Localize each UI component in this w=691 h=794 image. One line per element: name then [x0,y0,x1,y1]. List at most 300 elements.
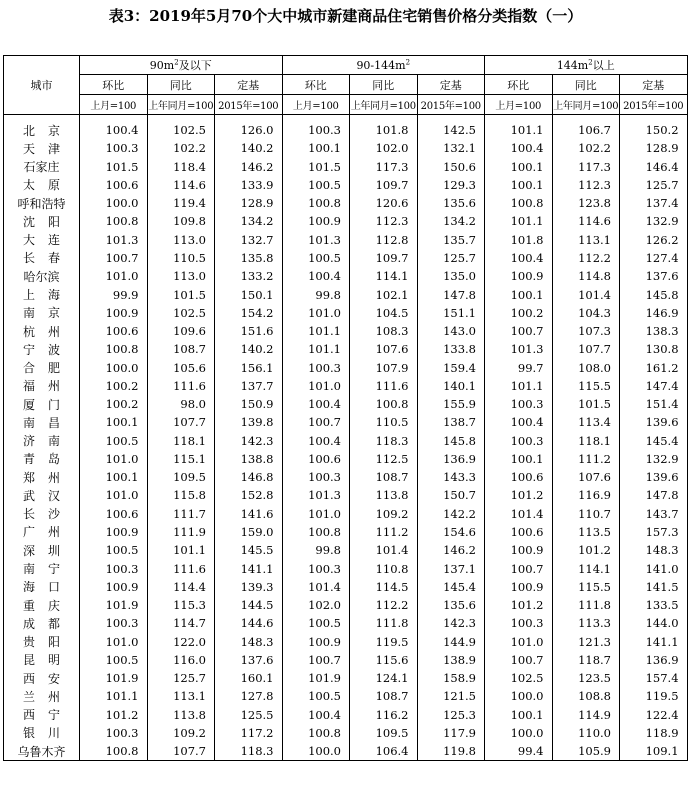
index-value: 144.0 [620,614,688,632]
index-value: 107.6 [552,468,620,486]
base-header: 上年同月=100 [350,95,418,115]
city-label: 大连 [22,233,73,248]
index-value: 114.8 [552,267,620,285]
index-value: 140.2 [215,340,283,358]
index-value: 102.1 [350,285,418,303]
table-row [4,651,688,669]
index-value: 139.8 [215,413,283,431]
city-label: 石家庄 [23,160,60,175]
city-label: 杭州 [22,324,73,339]
city-name [4,249,80,267]
index-value: 102.5 [147,115,215,140]
city-label: 深圳 [22,543,73,558]
city-name [4,358,80,376]
index-value: 101.3 [282,486,350,504]
metric-header: 同比 [552,75,620,95]
city-name [4,596,80,614]
index-value: 100.8 [80,742,148,761]
index-value: 111.2 [350,523,418,541]
index-value: 130.8 [620,340,688,358]
index-value: 118.3 [215,742,283,761]
index-value: 118.3 [350,432,418,450]
index-value: 101.5 [147,285,215,303]
index-value: 113.8 [350,486,418,504]
index-value: 154.6 [417,523,485,541]
metric-header: 定基 [215,75,283,95]
index-value: 99.8 [282,285,350,303]
city-name [4,559,80,577]
table-row [4,450,688,468]
index-value: 105.9 [552,742,620,761]
index-value: 109.5 [147,468,215,486]
index-value: 126.0 [215,115,283,140]
city-name [4,505,80,523]
index-value: 100.8 [282,194,350,212]
index-value: 128.9 [215,194,283,212]
index-value: 101.9 [80,596,148,614]
table-row [4,304,688,322]
index-value: 98.0 [147,395,215,413]
index-value: 122.0 [147,632,215,650]
index-value: 100.3 [282,358,350,376]
index-value: 147.4 [620,377,688,395]
index-value: 101.1 [282,340,350,358]
index-value: 120.6 [350,194,418,212]
city-name [4,742,80,761]
index-value: 101.1 [485,212,553,230]
index-value: 157.3 [620,523,688,541]
index-value: 100.9 [282,632,350,650]
index-value: 100.9 [80,523,148,541]
index-value: 100.3 [282,115,350,140]
index-value: 100.9 [485,541,553,559]
table-row [4,523,688,541]
index-value: 100.1 [282,139,350,157]
city-name [4,194,80,212]
index-value: 115.5 [552,578,620,596]
table-row [4,358,688,376]
index-value: 142.3 [417,614,485,632]
index-value: 109.7 [350,249,418,267]
index-value: 145.5 [215,541,283,559]
index-value: 159.0 [215,523,283,541]
index-value: 106.4 [350,742,418,761]
index-value: 109.2 [350,505,418,523]
city-name [4,267,80,285]
index-value: 100.3 [282,559,350,577]
metric-header: 环比 [80,75,148,95]
index-value: 113.8 [147,706,215,724]
index-value: 141.5 [620,578,688,596]
city-name [4,285,80,303]
index-value: 134.2 [215,212,283,230]
index-value: 101.0 [80,486,148,504]
index-value: 147.8 [620,486,688,504]
index-value: 150.2 [620,115,688,140]
city-name [4,158,80,176]
city-name [4,486,80,504]
index-value: 115.3 [147,596,215,614]
index-value: 113.4 [552,413,620,431]
index-value: 146.2 [417,541,485,559]
table-row [4,158,688,176]
index-value: 101.9 [282,669,350,687]
index-value: 100.6 [485,523,553,541]
city-label: 广州 [22,525,73,540]
table-row [4,139,688,157]
index-value: 132.9 [620,212,688,230]
index-value: 100.3 [80,614,148,632]
index-value: 140.2 [215,139,283,157]
base-header: 2015年=100 [417,95,485,115]
index-value: 101.9 [80,669,148,687]
index-value: 100.4 [485,413,553,431]
table-row [4,687,688,705]
index-value: 129.3 [417,176,485,194]
index-value: 100.1 [485,158,553,176]
index-value: 158.9 [417,669,485,687]
index-value: 101.4 [350,541,418,559]
index-value: 125.3 [417,706,485,724]
index-value: 159.4 [417,358,485,376]
index-value: 100.9 [485,578,553,596]
index-value: 105.6 [147,358,215,376]
table-row [4,267,688,285]
index-value: 109.6 [147,322,215,340]
city-label: 太原 [22,178,73,193]
index-value: 114.4 [147,578,215,596]
table-row [4,322,688,340]
index-value: 100.5 [80,651,148,669]
city-label: 呼和浩特 [17,196,66,211]
city-name [4,651,80,669]
city-label: 乌鲁木齐 [17,744,66,759]
index-value: 111.7 [147,505,215,523]
index-value: 111.6 [350,377,418,395]
index-value: 102.2 [147,139,215,157]
index-value: 100.8 [485,194,553,212]
index-value: 100.1 [485,285,553,303]
index-value: 100.0 [485,687,553,705]
index-value: 112.3 [552,176,620,194]
index-value: 138.3 [620,322,688,340]
index-value: 102.5 [147,304,215,322]
index-value: 100.5 [80,432,148,450]
index-value: 99.4 [485,742,553,761]
index-value: 138.7 [417,413,485,431]
index-value: 100.6 [485,468,553,486]
city-label: 哈尔滨 [23,269,60,284]
index-value: 112.8 [350,231,418,249]
index-value: 138.8 [215,450,283,468]
index-value: 135.6 [417,194,485,212]
group-header-large: $144m^2$以上 [485,56,688,75]
index-value: 107.6 [350,340,418,358]
index-value: 111.2 [552,450,620,468]
index-value: 100.7 [485,559,553,577]
index-value: 100.8 [80,212,148,230]
base-header: 上年同月=100 [147,95,215,115]
index-value: 119.4 [147,194,215,212]
index-value: 123.8 [552,194,620,212]
index-value: 139.3 [215,578,283,596]
index-value: 118.7 [552,651,620,669]
index-value: 111.9 [147,523,215,541]
index-value: 136.9 [620,651,688,669]
index-value: 100.2 [80,395,148,413]
index-value: 114.7 [147,614,215,632]
index-value: 100.1 [80,413,148,431]
index-value: 138.9 [417,651,485,669]
index-value: 135.6 [417,596,485,614]
index-value: 100.5 [282,614,350,632]
index-value: 116.0 [147,651,215,669]
index-value: 150.9 [215,395,283,413]
index-value: 107.3 [552,322,620,340]
index-value: 117.2 [215,724,283,742]
index-value: 127.4 [620,249,688,267]
index-value: 108.3 [350,322,418,340]
index-value: 146.2 [215,158,283,176]
index-value: 156.1 [215,358,283,376]
index-value: 133.9 [215,176,283,194]
index-value: 100.4 [80,115,148,140]
index-value: 125.7 [147,669,215,687]
index-value: 101.0 [282,377,350,395]
index-value: 118.4 [147,158,215,176]
index-value: 100.3 [485,395,553,413]
index-value: 108.0 [552,358,620,376]
city-name [4,395,80,413]
city-label: 济南 [22,434,73,449]
city-label: 南京 [22,306,73,321]
index-value: 143.3 [417,468,485,486]
index-value: 109.2 [147,724,215,742]
table-row [4,742,688,761]
index-value: 100.8 [282,724,350,742]
index-value: 100.3 [80,139,148,157]
base-header: 2015年=100 [620,95,688,115]
index-value: 137.4 [620,194,688,212]
city-name [4,340,80,358]
index-value: 111.6 [147,377,215,395]
index-value: 150.6 [417,158,485,176]
metric-header: 环比 [282,75,350,95]
index-value: 108.7 [147,340,215,358]
index-value: 100.3 [282,468,350,486]
city-label: 合肥 [22,361,73,376]
index-value: 118.1 [147,432,215,450]
table-row [4,115,688,140]
index-value: 125.7 [417,249,485,267]
index-value: 100.4 [282,706,350,724]
index-value: 116.9 [552,486,620,504]
base-header: 2015年=100 [215,95,283,115]
index-value: 123.5 [552,669,620,687]
index-value: 113.1 [147,687,215,705]
index-value: 101.1 [282,322,350,340]
city-name [4,212,80,230]
index-value: 100.3 [485,432,553,450]
index-value: 113.0 [147,267,215,285]
index-value: 139.6 [620,413,688,431]
table-row [4,340,688,358]
index-value: 154.2 [215,304,283,322]
index-value: 100.7 [485,322,553,340]
index-value: 100.6 [80,322,148,340]
index-value: 101.3 [282,231,350,249]
index-value: 100.0 [282,742,350,761]
city-name [4,377,80,395]
index-value: 143.0 [417,322,485,340]
index-value: 102.2 [552,139,620,157]
index-value: 137.6 [620,267,688,285]
index-value: 107.7 [552,340,620,358]
index-value: 107.9 [350,358,418,376]
index-value: 143.7 [620,505,688,523]
index-value: 100.2 [485,304,553,322]
index-value: 161.2 [620,358,688,376]
index-value: 101.1 [147,541,215,559]
city-label: 海口 [22,580,73,595]
index-value: 133.2 [215,267,283,285]
city-label: 长春 [22,251,73,266]
index-value: 101.5 [552,395,620,413]
table-row [4,505,688,523]
index-value: 139.6 [620,468,688,486]
index-value: 101.4 [552,285,620,303]
index-value: 108.7 [350,687,418,705]
index-value: 117.9 [417,724,485,742]
metric-header: 同比 [350,75,418,95]
index-value: 116.2 [350,706,418,724]
index-value: 100.1 [80,468,148,486]
index-value: 125.5 [215,706,283,724]
city-label: 武汉 [22,488,73,503]
city-name [4,468,80,486]
table-row [4,176,688,194]
index-value: 100.9 [282,212,350,230]
index-value: 106.7 [552,115,620,140]
index-value: 101.0 [282,304,350,322]
index-value: 107.7 [147,413,215,431]
index-value: 114.6 [552,212,620,230]
index-value: 113.0 [147,231,215,249]
city-label: 兰州 [22,689,73,704]
index-value: 99.7 [485,358,553,376]
base-header: 上月=100 [282,95,350,115]
index-value: 127.8 [215,687,283,705]
table-row [4,231,688,249]
city-name [4,432,80,450]
index-value: 100.5 [282,687,350,705]
index-value: 101.0 [485,632,553,650]
table-row [4,632,688,650]
metric-header: 定基 [417,75,485,95]
index-value: 102.0 [350,139,418,157]
city-name [4,578,80,596]
table-row [4,468,688,486]
index-value: 136.9 [417,450,485,468]
table-title: 表3：2019年5月70个大中城市新建商品住宅销售价格分类指数（一） [108,7,583,25]
index-value: 147.8 [417,285,485,303]
city-name [4,231,80,249]
index-value: 141.0 [620,559,688,577]
city-column-header: 城市 [4,56,80,115]
index-value: 100.8 [350,395,418,413]
index-value: 128.9 [620,139,688,157]
city-label: 银川 [22,726,73,741]
table-row [4,249,688,267]
index-value: 125.7 [620,176,688,194]
index-value: 100.0 [80,358,148,376]
index-value: 101.2 [80,706,148,724]
city-label: 宁波 [22,342,73,357]
index-value: 101.8 [485,231,553,249]
index-value: 100.4 [485,249,553,267]
city-name [4,706,80,724]
index-value: 114.6 [147,176,215,194]
index-value: 100.2 [80,377,148,395]
city-name [4,632,80,650]
city-name [4,450,80,468]
table-row [4,669,688,687]
table-row [4,706,688,724]
index-value: 157.4 [620,669,688,687]
index-value: 144.6 [215,614,283,632]
index-value: 121.3 [552,632,620,650]
index-value: 142.5 [417,115,485,140]
table-row [4,395,688,413]
price-index-table [3,55,688,761]
index-value: 110.8 [350,559,418,577]
index-value: 100.4 [485,139,553,157]
index-value: 145.8 [620,285,688,303]
table-row [4,541,688,559]
index-value: 119.8 [417,742,485,761]
table-row [4,559,688,577]
index-value: 144.5 [215,596,283,614]
index-value: 101.0 [282,505,350,523]
city-label: 北京 [22,123,73,138]
index-value: 100.5 [80,541,148,559]
index-value: 101.2 [552,541,620,559]
index-value: 100.5 [282,176,350,194]
index-value: 114.1 [350,267,418,285]
index-value: 100.1 [485,450,553,468]
index-value: 100.9 [80,578,148,596]
index-value: 113.1 [552,231,620,249]
city-label: 天津 [22,141,73,156]
index-value: 113.5 [552,523,620,541]
index-value: 132.7 [215,231,283,249]
index-value: 101.4 [485,505,553,523]
index-value: 99.8 [282,541,350,559]
index-value: 110.5 [350,413,418,431]
index-value: 100.3 [80,559,148,577]
index-value: 101.4 [282,578,350,596]
index-value: 151.1 [417,304,485,322]
index-value: 140.1 [417,377,485,395]
index-value: 100.6 [80,176,148,194]
index-value: 145.4 [620,432,688,450]
index-value: 101.1 [485,377,553,395]
city-label: 沈阳 [22,214,73,229]
metric-header: 环比 [485,75,553,95]
index-value: 132.9 [620,450,688,468]
index-value: 141.6 [215,505,283,523]
index-value: 102.5 [485,669,553,687]
